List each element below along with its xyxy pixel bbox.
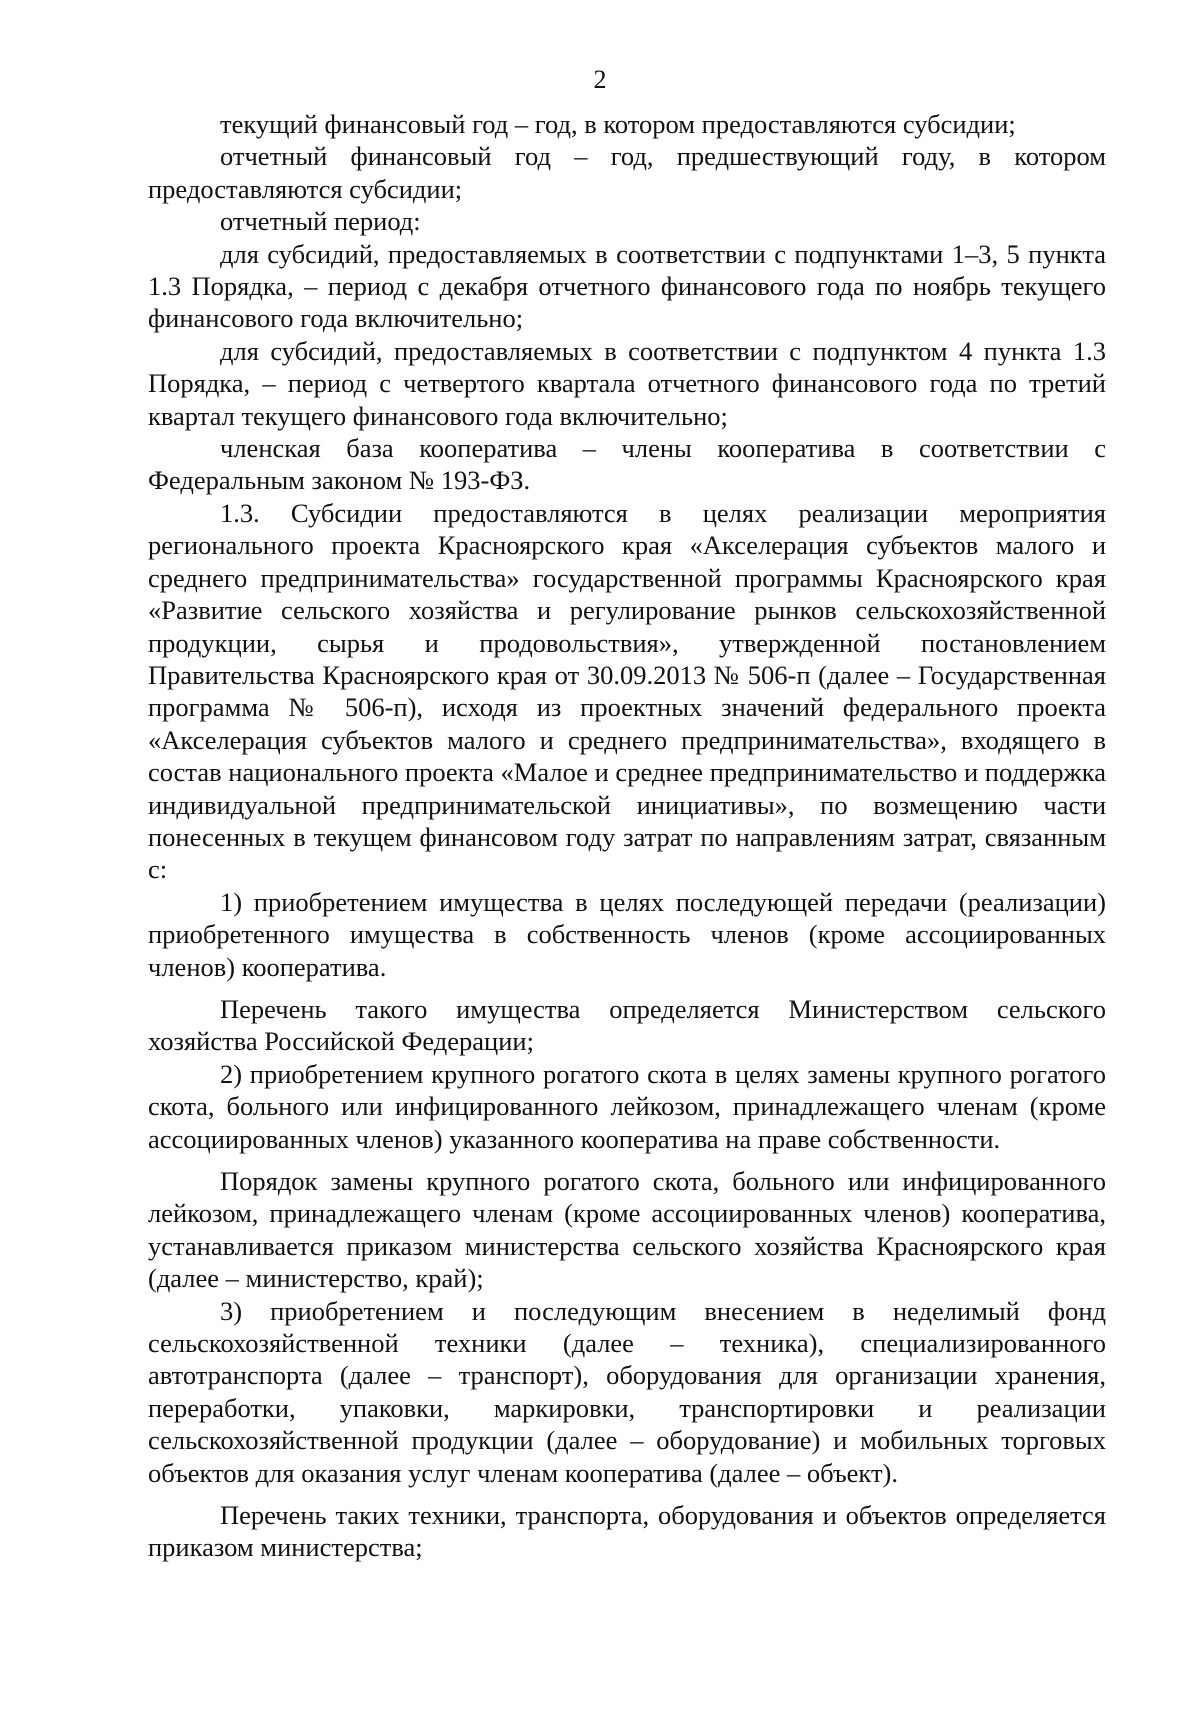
paragraph-item-2: 2) приобретением крупного рогатого скота в целях замены крупного рогатого скота, больного или инфицированного лейкозом, принадлежащего членам (кроме ассоциированных членов) указанного кооператива на праве собственности. (148, 1058, 1106, 1154)
document-body (148, 108, 1106, 1564)
paragraph-current-fiscal-year: текущий финансовый год – год, в котором предоставляются субсидии; (220, 109, 1016, 139)
paragraph-item-1: 1) приобретением имущества в целях последующей передачи (реализации) приобретенного имущества в собственность членов (кроме ассоциированных членов) кооператива. (148, 886, 1106, 982)
paragraph-item-3: 3) приобретением и последующим внесением в неделимый фонд сельскохозяйственной техники (далее – техника), специализированного автотранспорта (далее – транспорт), оборудования для организации хранения, переработки, упаковки, маркировки, транспортировки и реализации сельскохозяйственной продукции (далее – оборудование) и мобильных торговых объектов для оказания услуг членам кооператива (далее – объект). (148, 1295, 1106, 1488)
paragraph-reporting-fiscal-year: отчетный финансовый год – год, предшествующий году, в котором предоставляются субсидии; (148, 141, 1106, 204)
paragraph-period-subitems-1-3-5: для субсидий, предоставляемых в соответствии с подпунктами 1–3, 5 пункта 1.3 Порядка, – период с декабря отчетного финансового года по ноябрь текущего финансового года включительно; (148, 238, 1106, 334)
paragraph-item-3-list: Перечень таких техники, транспорта, оборудования и объектов определяется приказом министерства; (148, 1500, 1106, 1563)
paragraph-period-subitem-4: для субсидий, предоставляемых в соответствии с подпунктом 4 пункта 1.3 Порядка, – период с четвертого квартала отчетного финансового года по третий квартал текущего финансового года включительно; (148, 335, 1106, 431)
paragraph-reporting-period: отчетный период: (220, 206, 421, 237)
paragraph-item-2-procedure: Порядок замены крупного рогатого скота, больного или инфицированного лейкозом, принадлежащего членам (кроме ассоциированных членов) кооператива, устанавливается приказом министерства сельского хозяйства Красноярского края (далее – министерство, край); (148, 1166, 1106, 1294)
page-number: 2 (593, 65, 607, 94)
paragraph-item-1-list: Перечень такого имущества определяется Министерством сельского хозяйства Российской Федерации; (148, 993, 1106, 1057)
paragraph-section-1-3: 1.3. Субсидии предоставляются в целях реализации мероприятия регионального проекта Красноярского края «Акселерация субъектов малого и среднего предпринимательства» государственной программы Красноярского края «Развитие сельского хозяйства и регулирование рынков сельскохозяйственной продукции, сырья и продовольствия», утвержденной постановлением Правительства Красноярского края от 30.09.2013 № 506-п (далее – Государственная программа № 506-п), исходя из проектных значений федерального проекта «Акселерация субъектов малого и среднего предпринимательства», входящего в состав национального проекта «Малое и среднее предпринимательство и поддержка индивидуальной предпринимательской инициативы», по возмещению части понесенных в текущем финансовом году затрат по направлениям затрат, связанным с: (148, 497, 1106, 885)
paragraph-membership-base: членская база кооператива – члены кооператива в соответствии с Федеральным законом № 193-ФЗ. (148, 433, 1106, 496)
